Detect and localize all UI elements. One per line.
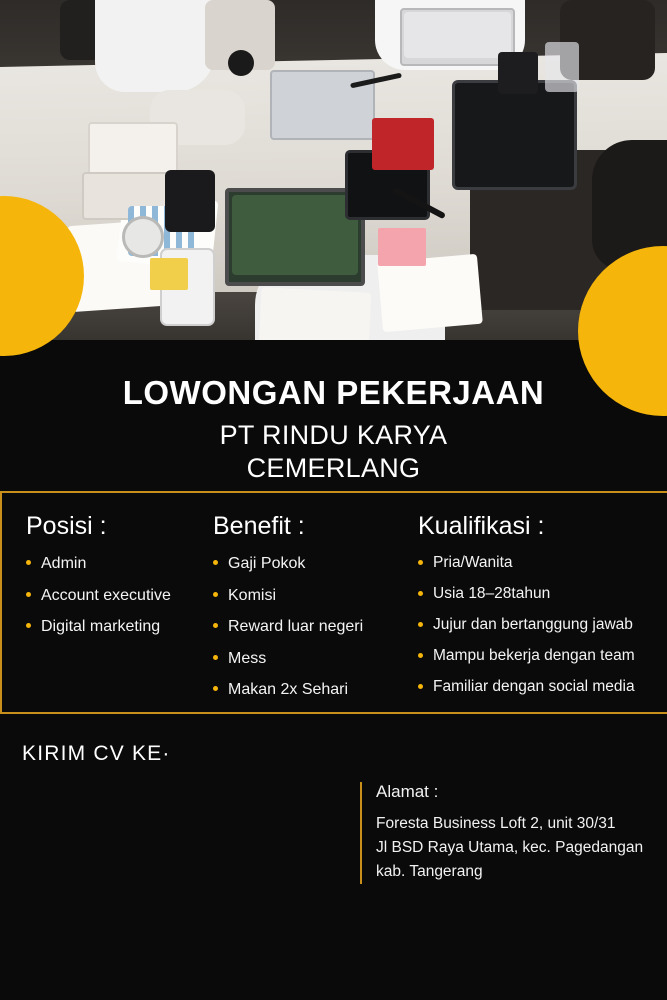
photo-phone-black	[165, 170, 215, 232]
photo-pink-sticky-note	[378, 228, 426, 266]
company-name-line-2: CEMERLANG	[246, 453, 421, 483]
address-line: kab. Tangerang	[376, 863, 483, 881]
photo-clock	[122, 216, 164, 258]
list-item: Reward luar negeri	[213, 616, 410, 638]
list-item: Makan 2x Sehari	[213, 679, 410, 701]
photo-person-left	[95, 0, 215, 92]
poster-headline: LOWONGAN PEKERJAAN	[122, 374, 545, 411]
column-kualifikasi-list	[418, 553, 660, 698]
list-item: Admin	[26, 553, 205, 575]
column-benefit-title: Benefit :	[213, 512, 305, 540]
address-line: Jl BSD Raya Utama, kec. Pagedangan	[376, 839, 644, 857]
list-item: Pria/Wanita	[418, 553, 660, 574]
photo-glass	[545, 42, 579, 92]
column-posisi	[0, 512, 205, 711]
photo-red-notebook	[372, 118, 434, 170]
column-kualifikasi-title: Kualifikasi :	[418, 512, 545, 540]
divider-top	[0, 491, 667, 493]
list-item: Gaji Pokok	[213, 553, 410, 575]
photo-wristwatch	[228, 50, 254, 76]
column-kualifikasi	[410, 512, 660, 711]
list-item: Jujur dan bertanggung jawab	[418, 615, 660, 636]
list-item: Mampu bekerja dengan team	[418, 646, 660, 667]
divider-bottom	[0, 712, 667, 714]
address-line: Foresta Business Loft 2, unit 30/31	[376, 815, 616, 832]
list-item: Usia 18–28tahun	[418, 584, 660, 605]
office-team-photo	[0, 0, 667, 352]
list-item: Komisi	[213, 585, 410, 607]
send-cv-label: KIRIM CV KE·	[22, 742, 171, 765]
list-item: Familiar dengan social media	[418, 677, 660, 698]
column-posisi-list	[26, 553, 205, 638]
address-block	[360, 782, 660, 884]
photo-laptop-right	[452, 80, 577, 190]
photo-laptop-top-screen	[404, 12, 511, 58]
photo-laptop-bottom-screen	[232, 195, 358, 275]
column-benefit	[205, 512, 410, 711]
poster-heading-block	[0, 374, 667, 484]
address-title: Alamat :	[376, 782, 439, 801]
list-item: Account executive	[26, 585, 205, 607]
info-columns	[0, 512, 667, 711]
column-posisi-title: Posisi :	[26, 512, 107, 540]
photo-pen-cup	[498, 52, 538, 94]
list-item: Mess	[213, 648, 410, 670]
list-item: Digital marketing	[26, 616, 205, 638]
company-name-line-1: PT RINDU KARYA	[219, 420, 448, 450]
photo-yellow-sticky-note	[150, 258, 188, 290]
column-benefit-list	[213, 553, 410, 701]
